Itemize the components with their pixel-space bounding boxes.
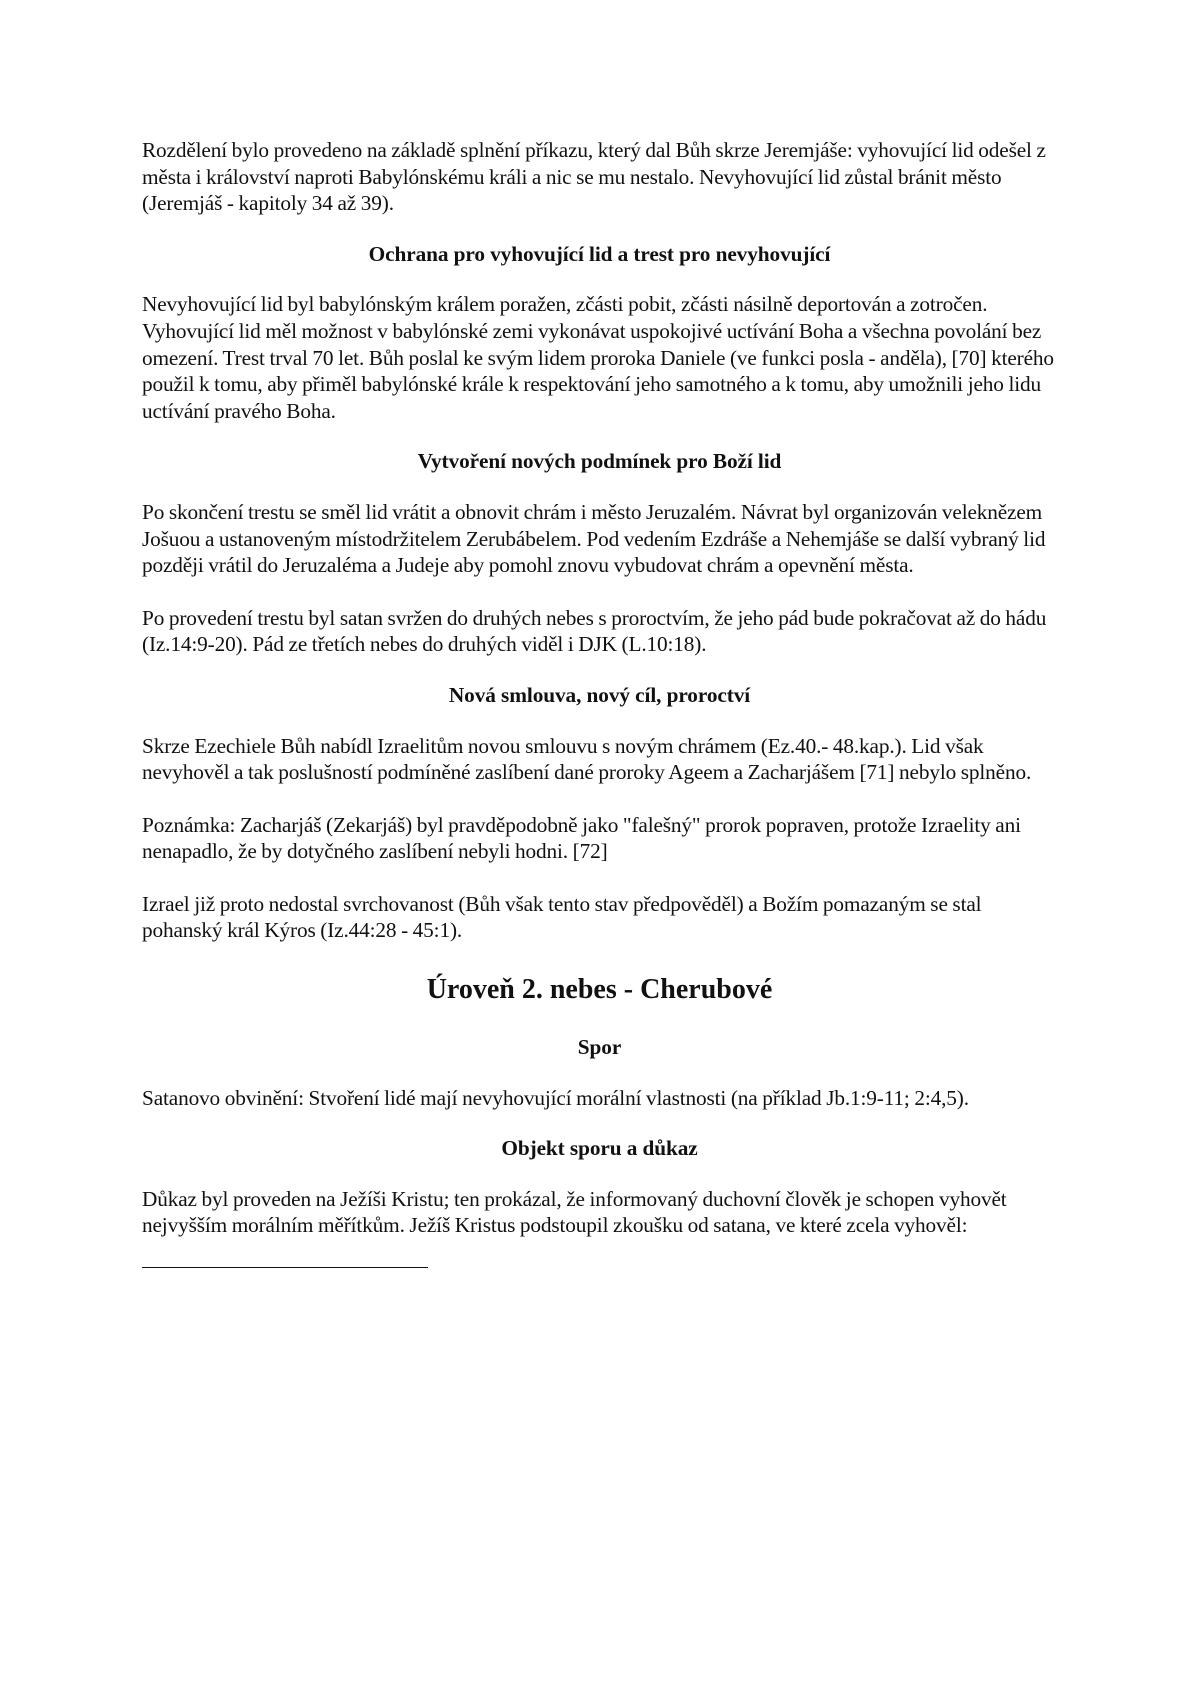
subheading-new-covenant: Nová smlouva, nový cíl, proroctví: [448, 682, 751, 707]
paragraph-proof-jesus: Důkaz byl proveden na Ježíši Kristu; ten prokázal, že informovaný duchovní člověk je schopen vyhovět nejvyšším morálním měřítkům. Ježíš Kristus podstoupil zkoušku od satana, ve které zcela vyhověl:: [142, 1186, 1007, 1238]
paragraph-return-to-jerusalem: Po skončení trestu se směl lid vrátit a obnovit chrám i město Jeruzalém. Návrat byl organizován veleknězem Jošuou a ustanoveným místodržitelem Zerubábelem. Pod vedením Ezdráše a Nehemjáše se další vybraný lid později vrátil do Jeruzaléma a Judeje aby pomohl znovu vybudovat chrám a opevnění města.: [142, 499, 1046, 578]
paragraph-cyrus: Izrael již proto nedostal svrchovanost (Bůh však tento stav předpověděl) a Božím pomazaným se stal pohanský král Kýros (Iz.44:28 - 45:1).: [142, 891, 982, 943]
paragraph-ezekiel-covenant: Skrze Ezechiele Bůh nabídl Izraelitům novou smlouvu s novým chrámem (Ez.40.- 48.kap.). Lid však nevyhověl a tak poslušností podmíněné zaslíbení dané proroky Ageem a Zacharjášem [71] nebylo splněno.: [142, 733, 1032, 785]
paragraph-note-zechariah: Poznámka: Zacharjáš (Zekarjáš) byl pravděpodobně jako "falešný" prorok popraven, protože Izraelity ani nenapadlo, že by dotyčného zaslíbení nebyli hodni. [72]: [142, 812, 1021, 864]
subheading-object-and-proof: Objekt sporu a důkaz: [501, 1136, 698, 1161]
paragraph-division-jeremiah: Rozdělení bylo provedeno na základě splnění příkazu, který dal Bůh skrze Jeremjáše: vyhovující lid odešel z města i království naproti Babylónskému králi a nic se mu nestalo. Nevyhovující lid zůstal bránit město (Jeremjáš - kapitoly 34 až 39).: [142, 138, 1046, 216]
subheading-dispute: Spor: [577, 1035, 622, 1060]
subheading-protection-and-punishment: Ochrana pro vyhovující lid a trest pro nevyhovující: [368, 241, 831, 266]
paragraph-satan-accusation: Satanovo obvinění: Stvoření lidé mají nevyhovující morální vlastnosti (na příklad Jb.1:9-11; 2:4,5).: [142, 1085, 969, 1110]
subheading-new-conditions: Vytvoření nových podmínek pro Boží lid: [417, 449, 782, 474]
heading-second-heaven-cherubim: Úroveň 2. nebes - Cherubové: [426, 974, 773, 1006]
footnote-separator: [142, 1267, 428, 1268]
page-content: [142, 137, 1057, 1268]
paragraph-babylonian-exile: Nevyhovující lid byl babylónským králem poražen, zčásti pobit, zčásti násilně deportován a zotročen. Vyhovující lid měl možnost v babylónské zemi vykonávat uspokojivé uctívání Boha a všechna povolání bez omezení. Trest trval 70 let. Bůh poslal ke svým lidem proroka Daniele (ve funkci posla - anděla), [70] kterého použil k tomu, aby přiměl babylónské krále k respektování jeho samotného a k tomu, aby umožnili jeho lidu uctívání pravého Boha.: [142, 292, 1054, 423]
paragraph-satan-cast-down: Po provedení trestu byl satan svržen do druhých nebes s proroctvím, že jeho pád bude pokračovat až do hádu (Iz.14:9-20). Pád ze třetích nebes do druhých viděl i DJK (L.10:18).: [142, 605, 1047, 657]
